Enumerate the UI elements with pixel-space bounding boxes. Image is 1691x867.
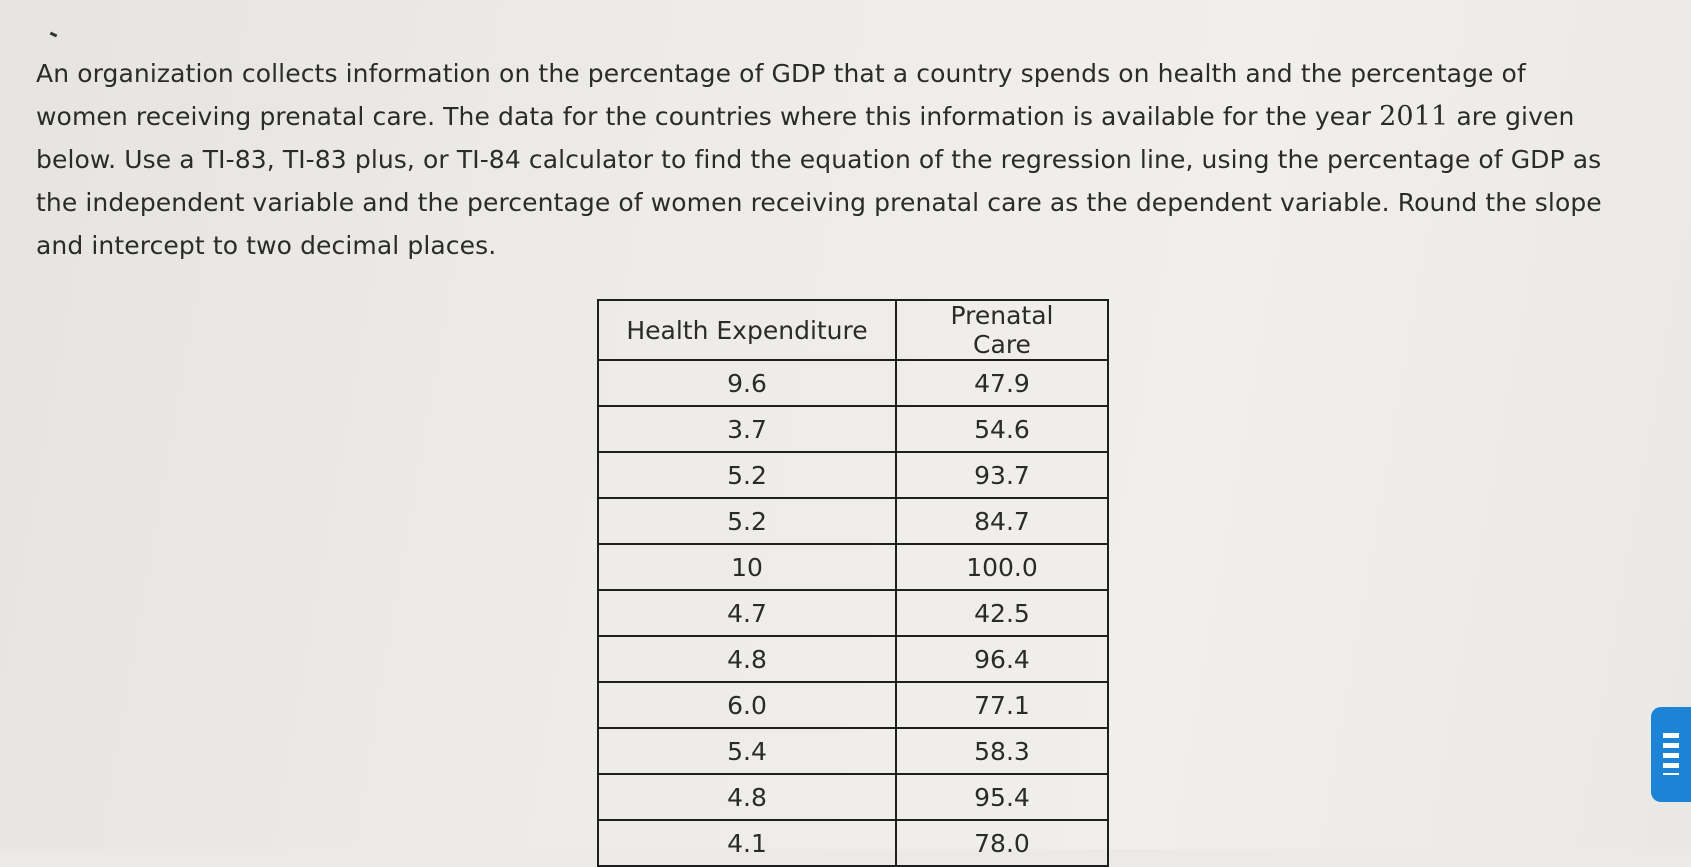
question-line: the independent variable and the percentage of women receiving prenatal care as the dependent variable. Round the slope xyxy=(36,188,1602,217)
table-row xyxy=(598,774,1108,820)
cell-health-expenditure: 4.1 xyxy=(598,820,896,866)
cell-prenatal-care: 96.4 xyxy=(896,636,1108,682)
cell-health-expenditure: 10 xyxy=(598,544,896,590)
table-header-row xyxy=(598,300,1108,360)
cell-health-expenditure: 5.2 xyxy=(598,498,896,544)
table-row xyxy=(598,636,1108,682)
table-row xyxy=(598,498,1108,544)
cell-prenatal-care: 77.1 xyxy=(896,682,1108,728)
table-row xyxy=(598,406,1108,452)
table-row xyxy=(598,590,1108,636)
cell-health-expenditure: 9.6 xyxy=(598,360,896,406)
cell-prenatal-care: 93.7 xyxy=(896,452,1108,498)
cell-health-expenditure: 5.2 xyxy=(598,452,896,498)
header-health-expenditure: Health Expenditure xyxy=(598,300,896,360)
cell-prenatal-care: 58.3 xyxy=(896,728,1108,774)
cell-health-expenditure: 3.7 xyxy=(598,406,896,452)
cell-prenatal-care: 100.0 xyxy=(896,544,1108,590)
cell-prenatal-care: 78.0 xyxy=(896,820,1108,866)
question-line: below. Use a TI-83, TI-83 plus, or TI-84 calculator to find the equation of the regression line, using the percentage of GDP as xyxy=(36,145,1602,174)
question-line: and intercept to two decimal places. xyxy=(36,231,497,260)
notes-icon xyxy=(1663,733,1679,775)
table-body xyxy=(598,360,1108,866)
year-value: 2011 xyxy=(1379,101,1449,132)
cell-prenatal-care: 95.4 xyxy=(896,774,1108,820)
data-table xyxy=(597,299,1109,867)
table-row xyxy=(598,452,1108,498)
cell-health-expenditure: 4.7 xyxy=(598,590,896,636)
header-prenatal-care: Prenatal Care xyxy=(896,300,1108,360)
table-row xyxy=(598,728,1108,774)
table-row xyxy=(598,820,1108,866)
cell-prenatal-care: 42.5 xyxy=(896,590,1108,636)
table-row xyxy=(598,544,1108,590)
question-line-tail: are given xyxy=(1456,102,1575,131)
table-row xyxy=(598,682,1108,728)
question-line xyxy=(36,95,1636,138)
table-row xyxy=(598,360,1108,406)
cell-health-expenditure: 5.4 xyxy=(598,728,896,774)
cell-prenatal-care: 47.9 xyxy=(896,360,1108,406)
cell-prenatal-care: 54.6 xyxy=(896,406,1108,452)
cell-health-expenditure: 4.8 xyxy=(598,774,896,820)
stray-mark xyxy=(50,32,58,38)
cell-prenatal-care: 84.7 xyxy=(896,498,1108,544)
side-panel-tab[interactable] xyxy=(1651,707,1691,802)
cell-health-expenditure: 6.0 xyxy=(598,682,896,728)
cell-health-expenditure: 4.8 xyxy=(598,636,896,682)
question-line: An organization collects information on the percentage of GDP that a country spends on health and the percentage of xyxy=(36,59,1526,88)
question-text xyxy=(36,52,1636,267)
question-line-text: women receiving prenatal care. The data for the countries where this information is available for the year xyxy=(36,102,1372,131)
